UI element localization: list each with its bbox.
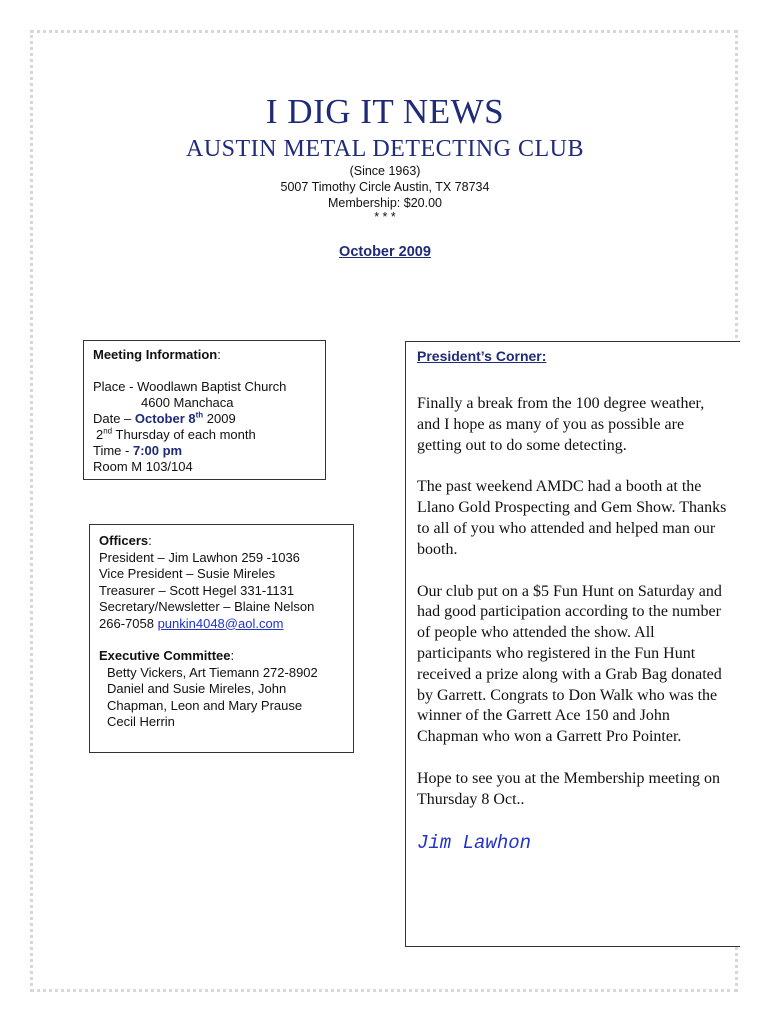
meeting-thursday-rest: Thursday of each month	[112, 427, 256, 442]
exec-committee-colon: :	[230, 648, 235, 663]
secretary-email-link[interactable]: punkin4048@aol.com	[157, 615, 284, 631]
president-signature: Jim Lawhon	[417, 831, 532, 854]
meeting-time-value: 7:00 pm	[132, 443, 183, 458]
secretary-phone: 266-7058	[99, 615, 158, 631]
presidents-paragraph-4: Hope to see you at the Membership meeting on Thursday 8 Oct..	[417, 769, 721, 808]
meeting-date-year: 2009	[203, 411, 236, 426]
exec-line-2: Daniel and Susie Mireles, John	[107, 681, 287, 696]
issue-month: October 2009	[339, 244, 431, 260]
officer-secretary-contact	[99, 616, 344, 633]
officers-heading-line	[99, 533, 344, 550]
meeting-date-month: October 8	[134, 411, 196, 426]
address-line: 5007 Timothy Circle Austin, TX 78734	[280, 180, 490, 194]
exec-heading-line	[99, 648, 344, 665]
meeting-heading-line	[93, 347, 316, 363]
officers-heading-colon: :	[148, 533, 152, 548]
meeting-street: 4600 Manchaca	[141, 395, 234, 410]
meeting-date-sup: th	[195, 410, 204, 420]
exec-line-3: Chapman, Leon and Mary Prause	[107, 697, 303, 713]
exec-line-1: Betty Vickers, Art Tiemann 272-8902	[107, 664, 318, 680]
officers-box	[89, 524, 354, 753]
meeting-schedule	[93, 427, 316, 443]
officer-president: President – Jim Lawhon 259 -1036	[99, 549, 300, 565]
presidents-corner-box	[405, 341, 740, 947]
separator-stars: * * *	[374, 210, 396, 224]
presidents-paragraph-3: Our club put on a $5 Fun Hunt on Saturday and had good participation according to the number of people who attended the show. All participants who registered in the Fun Hunt received a prize along with a Grab Bag donated by Garrett. Congrats to Don Walk who was the winner of the Garrett Ace 150 and John Chapman who won a Garrett Pro Pointer.	[417, 582, 722, 746]
meeting-heading: Meeting Information	[93, 347, 218, 362]
membership-line: Membership: $20.00	[328, 196, 442, 210]
since-line: (Since 1963)	[349, 164, 421, 178]
meeting-time-prefix: Time -	[93, 443, 133, 458]
officer-vice-president: Vice President – Susie Mireles	[99, 566, 276, 581]
meeting-place: Place - Woodlawn Baptist Church	[93, 379, 287, 394]
exec-line-4: Cecil Herrin	[107, 714, 175, 729]
presidents-paragraph-1: Finally a break from the 100 degree weather, and I hope as many of you as possible are getting out to do some detecting.	[417, 395, 705, 454]
meeting-thursday-sup: nd	[103, 426, 113, 436]
meeting-heading-colon: :	[217, 347, 221, 362]
meeting-date-prefix: Date –	[93, 411, 135, 426]
officers-heading: Officers	[99, 533, 149, 548]
exec-committee-heading: Executive Committee	[99, 648, 231, 663]
meeting-info-box	[83, 340, 326, 480]
meeting-date	[93, 411, 316, 427]
presidents-paragraph-2: The past weekend AMDC had a booth at the Llano Gold Prospecting and Gem Show. Thanks to all of you who attended and helped man our booth.	[417, 478, 727, 558]
newsletter-title: I DIG IT NEWS	[265, 92, 505, 131]
club-name: AUSTIN METAL DETECTING CLUB	[186, 136, 584, 162]
officer-treasurer: Treasurer – Scott Hegel 331-1131	[99, 582, 295, 598]
meeting-thursday-num: 2	[96, 427, 104, 442]
meeting-room: Room M 103/104	[93, 459, 193, 474]
officer-secretary: Secretary/Newsletter – Blaine Nelson	[99, 599, 315, 614]
meeting-time	[93, 443, 316, 459]
presidents-corner-heading: President’s Corner:	[417, 348, 547, 364]
